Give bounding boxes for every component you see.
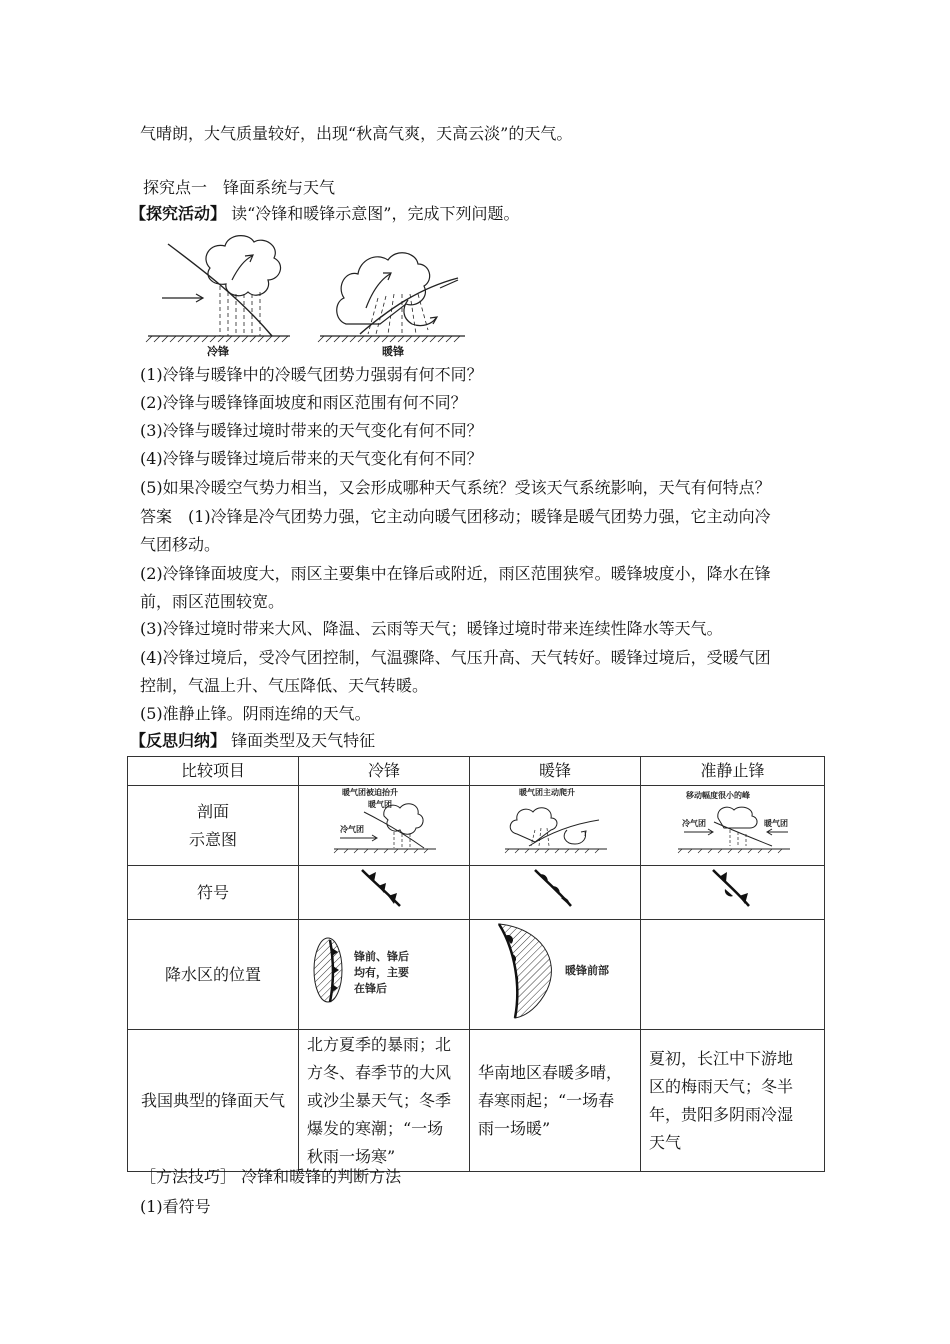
cold-front-profile: [324, 786, 444, 856]
cold-front-figure: [146, 236, 290, 342]
stationary-profile-top-note: 移动幅度很小的峰: [685, 790, 750, 800]
table-row-typical: [128, 1030, 825, 1172]
answer-line-4: 前，雨区范围较宽。: [140, 592, 285, 611]
cold-profile-warm-mass: 暖气团: [368, 799, 392, 809]
precip-cold-note-2: 均有，主要: [354, 966, 409, 979]
cold-profile-cold-mass: 冷气团: [340, 824, 364, 834]
typical-stationary-line-1: 夏初，长江中下游地: [649, 1048, 794, 1068]
front-comparison-table: [127, 756, 825, 1172]
typical-stationary-cell: [641, 1030, 825, 1172]
answer-line-8: (5)准静止锋。阴雨连绵的天气。: [140, 704, 371, 723]
typical-stationary-line-2: 区的梅雨天气；冬半: [649, 1076, 794, 1096]
typical-label: 我国典型的锋面天气: [128, 1030, 299, 1172]
typical-warm-cell: [470, 1030, 641, 1172]
stationary-profile-cold-mass: 冷气团: [681, 818, 706, 828]
activity-text: 读“冷锋和暖锋示意图”，完成下列问题。: [231, 204, 520, 223]
answer-line-6: (4)冷锋过境后，受冷气团控制，气温骤降、气压升高、天气转好。暖锋过境后，受暖气团: [140, 648, 771, 667]
method-tag: ［方法技巧］: [140, 1167, 237, 1186]
stationary-front-profile: [668, 786, 798, 856]
typical-cold-line-5: 秋雨一场寒”: [307, 1146, 396, 1166]
method-text: 冷锋和暖锋的判断方法: [241, 1167, 402, 1186]
warm-front-symbol: [525, 866, 585, 910]
profile-label-line-1: 剖面: [196, 801, 229, 821]
symbol-cold-cell: [299, 866, 470, 920]
symbol-stationary-cell: [641, 866, 825, 920]
table-row-symbol: [128, 866, 825, 920]
precip-cold-cell: [299, 920, 470, 1030]
typical-stationary-line-3: 年，贵阳多阴雨冷湿: [649, 1104, 794, 1124]
section-title: 探究点一 锋面系统与天气: [143, 178, 336, 197]
typical-cold-line-4: 爆发的寒潮；“一场: [307, 1118, 444, 1138]
caption-cold-front: 冷锋: [207, 345, 229, 358]
table-row-profile: [128, 786, 825, 866]
answer-line-2: 气团移动。: [140, 535, 221, 554]
table-header-row: [128, 757, 825, 786]
precip-cold-note-1: 锋前、锋后: [354, 950, 409, 963]
precip-stationary-cell: [641, 920, 825, 1030]
answer-line-5: (3)冷锋过境时带来大风、降温、云雨等天气；暖锋过境时带来连续性降水等天气。: [140, 619, 723, 638]
profile-warm-cell: [470, 786, 641, 866]
typical-warm-line-3: 雨一场暖”: [478, 1118, 551, 1138]
symbol-label: 符号: [128, 866, 299, 920]
activity-line: [130, 203, 519, 225]
question-3: (3)冷锋与暖锋过境时带来的天气变化有何不同？: [140, 421, 483, 440]
precip-cold-note-3: 在锋后: [354, 982, 387, 995]
cold-profile-top-note: 暖气团被迫抬升: [342, 787, 398, 797]
header-warm-front: 暖锋: [470, 757, 641, 786]
typical-warm-line-2: 春寒雨起；“一场春: [478, 1090, 615, 1110]
typical-cold-line-2: 方冬、春季节的大风: [307, 1062, 452, 1082]
intro-line: 气晴朗，大气质量较好，出现“秋高气爽，天高云淡”的天气。: [140, 124, 573, 143]
precip-warm-note: 暖锋前部: [565, 964, 609, 977]
profile-label: [128, 786, 299, 866]
typical-warm-line-1: 华南地区春暖多晴，: [478, 1062, 623, 1082]
answer-line-3: (2)冷锋锋面坡度大，雨区主要集中在锋后或附近，雨区范围狭窄。暖锋坡度小，降水在锋: [140, 564, 771, 583]
question-4: (4)冷锋与暖锋过境后带来的天气变化有何不同？: [140, 449, 483, 468]
table-row-precip: [128, 920, 825, 1030]
warm-front-figure: [318, 253, 465, 342]
method-item-1: (1)看符号: [140, 1197, 211, 1216]
cold-front-symbol: [354, 866, 414, 910]
reflection-text: 锋面类型及天气特征: [231, 731, 376, 750]
precip-label: 降水区的位置: [128, 920, 299, 1030]
header-stationary-front: 准静止锋: [641, 757, 825, 786]
typical-cold-line-1: 北方夏季的暴雨；北: [307, 1034, 452, 1054]
question-5: (5)如果冷暖空气势力相当，又会形成哪种天气系统？受该天气系统影响，天气有何特点？: [140, 478, 771, 497]
reflection-line: [130, 730, 375, 752]
symbol-warm-cell: [470, 866, 641, 920]
profile-label-line-2: 示意图: [188, 829, 237, 849]
answer-line-1: 答案 (1)冷锋是冷气团势力强，它主动向暖气团移动；暖锋是暖气团势力强，它主动向冷: [140, 507, 771, 526]
warm-front-precip-diagram: [475, 920, 635, 1020]
front-diagram: [140, 228, 470, 346]
answer-line-7: 控制，气温上升、气压降低、天气转暖。: [140, 676, 429, 695]
header-cold-front: 冷锋: [299, 757, 470, 786]
header-item: 比较项目: [128, 757, 299, 786]
profile-stationary-cell: [641, 786, 825, 866]
precip-warm-cell: [470, 920, 641, 1030]
caption-warm-front: 暖锋: [382, 345, 404, 358]
reflection-tag: 【反思归纳】: [130, 731, 227, 750]
profile-cold-cell: [299, 786, 470, 866]
method-line: [140, 1166, 401, 1188]
stationary-profile-warm-mass: 暖气团: [763, 818, 788, 828]
warm-front-profile: [495, 786, 615, 856]
stationary-front-symbol: [703, 866, 763, 910]
typical-cold-line-3: 或沙尘暴天气；冬季: [307, 1090, 452, 1110]
cold-front-precip-diagram: [304, 922, 464, 1018]
typical-stationary-line-4: 天气: [649, 1132, 682, 1152]
question-2: (2)冷锋与暖锋锋面坡度和雨区范围有何不同？: [140, 393, 467, 412]
activity-tag: 【探究活动】: [130, 204, 227, 223]
typical-cold-cell: [299, 1030, 470, 1172]
warm-profile-top-note: 暖气团主动爬升: [519, 787, 575, 797]
question-1: (1)冷锋与暖锋中的冷暖气团势力强弱有何不同？: [140, 365, 483, 384]
